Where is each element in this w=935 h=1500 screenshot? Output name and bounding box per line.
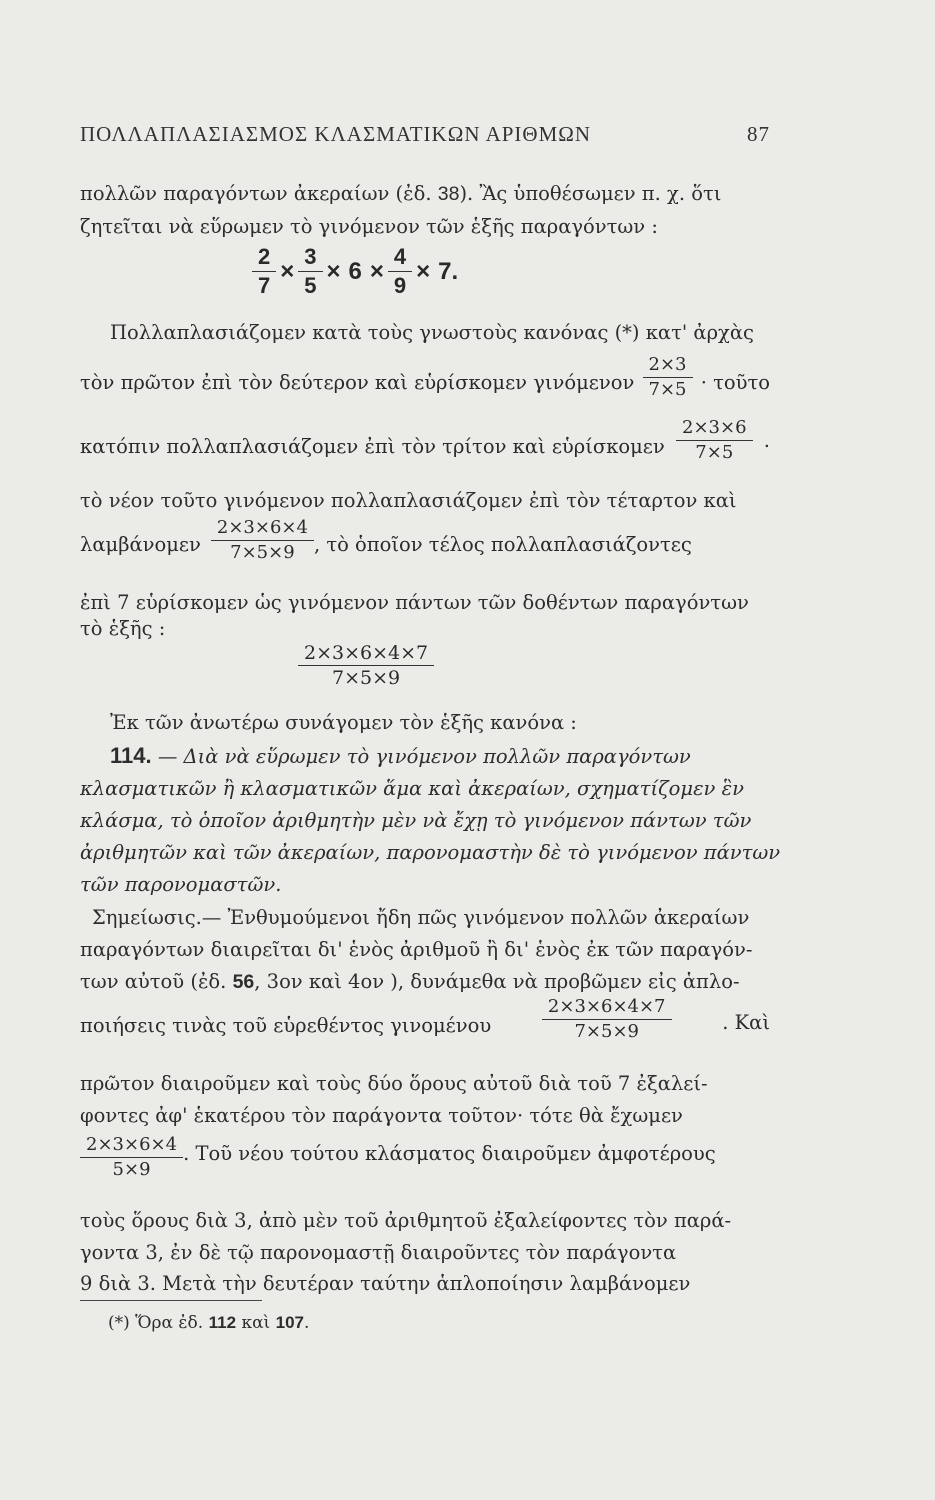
note-heading: Σημείωσις.: [92, 906, 202, 929]
text-line: γοντα 3, ἐν δὲ τῷ παρονομαστῇ διαιροῦντες τὸν παράγοντα: [80, 1241, 677, 1264]
section-number: 114.: [110, 743, 152, 768]
text-line: τὸ νέον τοῦτο γινόμενον πολλαπλασιάζομεν ἐπὶ τὸν τέταρτον καὶ: [80, 489, 737, 512]
text-line: πρῶτον διαιροῦμεν καὶ τοὺς δύο ὅρους αὐτοῦ διὰ τοῦ 7 ἐξαλεί-: [80, 1072, 708, 1095]
header-title: ΠΟΛΛΑΠΛΑΣΙΑΣΜΟΣ ΚΛΑΣΜΑΤΙΚΩΝ ΑΡΙΘΜΩΝ: [80, 122, 592, 146]
page-number: 87: [747, 122, 770, 146]
text-line: τὸν πρῶτον ἐπὶ τὸν δεύτερον καὶ εὑρίσκομεν γινόμενον $\frac{2\times 3}{7\times 5}$ · τοῦτο: [80, 354, 770, 400]
text-line: 9 διὰ 3. Μετὰ τὴν δευτέραν ταύτην ἁπλοποίησιν λαμβάνομεν: [80, 1272, 691, 1295]
section-ref: 112: [208, 1313, 237, 1332]
text-line: λαμβάνομεν $\frac{2\times 3\times 6\times 4}{7\times 5\times 9}$ , τὸ ὁποῖον τέλος πολλαπλασιάζοντες: [80, 517, 692, 563]
fraction: $\frac{2\times 3\times 6\times 4\times 7}{7\times 5\times 9}$: [542, 995, 672, 1044]
text-line: κλάσμα, τὸ ὁποῖον ἀριθμητὴν μὲν νὰ ἔχῃ τὸ γινόμενον πάντων τῶν: [80, 809, 752, 832]
fraction: $\frac{2\times 3\times 6\times 4\times 7}{7\times 5\times 9}$: [298, 641, 434, 690]
text-line: πολλῶν παραγόντων ἀκεραίων (ἐδ. 38). Ἂς ὑποθέσωμεν π. χ. ὅτι: [80, 182, 722, 205]
text-line: 114. — Διὰ νὰ εὕρωμεν τὸ γινόμενον πολλῶν παραγόντων: [110, 743, 691, 768]
text-line: παραγόντων διαιρεῖται δι' ἑνὸς ἀριθμοῦ ἢ δι' ἑνὸς ἐκ τῶν παραγόν-: [80, 938, 753, 961]
text-line: Σημείωσις.— Ἐνθυμούμενοι ἤδη πῶς γινόμενον πολλῶν ἀκεραίων: [92, 906, 750, 929]
text-line: Πολλαπλασιάζομεν κατὰ τοὺς γνωστοὺς κανόνας (*) κατ' ἀρχὰς: [110, 321, 754, 344]
section-ref: 56: [232, 971, 255, 993]
text-line: τῶν παρονομαστῶν.: [80, 873, 282, 896]
section-ref: 38: [437, 183, 460, 205]
fraction: $\frac{2\times 3\times 6\times 4}{5\times 9}$: [80, 1133, 183, 1182]
fraction: $\frac{2\times 3}{7\times 5}$: [643, 353, 693, 402]
text-line: ποιήσεις τινὰς τοῦ εὑρεθέντος γινομένου $\frac{2\times 3\times 6\times 4\times 7}{7\times 5\times 9}$ . Καὶ: [80, 996, 770, 1042]
running-header: [80, 122, 770, 147]
fraction: $\frac{2\times 3\times 6}{7\times 5}$: [676, 416, 753, 465]
text-line: ἀριθμητῶν καὶ τῶν ἀκεραίων, παρονομαστὴν δὲ τὸ γινόμενον πάντων: [80, 841, 781, 864]
display-equation: $\frac{2}{7}$ × $\frac{3}{5}$ × 6 × $\frac{4}{9}$ × 7.: [252, 243, 462, 300]
footnote-rule: [80, 1300, 262, 1301]
text-line: κλασματικῶν ἢ κλασματικῶν ἅμα καὶ ἀκεραίων, σχηματίζομεν ἓν: [80, 777, 744, 800]
text-line: $\frac{2\times 3\times 6\times 4}{5\times 9}$ . Τοῦ νέου τούτου κλάσματος διαιροῦμεν ἀμφοτέρους: [80, 1133, 770, 1182]
footnote: (*) Ὅρα ἐδ. 112 καὶ 107.: [108, 1313, 310, 1333]
fraction: $\frac{2}{7}$: [252, 243, 276, 300]
text-line: Ἐκ τῶν ἀνωτέρω συνάγομεν τὸν ἑξῆς κανόνα :: [110, 711, 577, 734]
fraction: $\frac{4}{9}$: [388, 243, 412, 300]
fraction: $\frac{3}{5}$: [298, 243, 322, 300]
text-line: ἐπὶ 7 εὑρίσκομεν ὡς γινόμενον πάντων τῶν δοθέντων παραγόντων: [80, 591, 749, 614]
text-line: τὸ ἑξῆς :: [80, 617, 166, 640]
section-ref: 107: [275, 1313, 304, 1332]
text-line: κατόπιν πολλαπλασιάζομεν ἐπὶ τὸν τρίτον καὶ εὑρίσκομεν $\frac{2\times 3\times 6}{7\times 5}$ .: [80, 417, 770, 463]
text-line: φοντες ἀφ' ἑκατέρου τὸν παράγοντα τοῦτον· τότε θὰ ἔχωμεν: [80, 1104, 683, 1127]
text-line: των αὐτοῦ (ἐδ. 56, 3ον καὶ 4ον ), δυνάμεθα νὰ προβῶμεν εἰς ἁπλο-: [80, 970, 740, 993]
fraction: $\frac{2\times 3\times 6\times 4}{7\times 5\times 9}$: [211, 516, 314, 565]
text-line: ζητεῖται νὰ εὕρωμεν τὸ γινόμενον τῶν ἑξῆς παραγόντων :: [80, 215, 658, 238]
text-line: τοὺς ὅρους διὰ 3, ἀπὸ μὲν τοῦ ἀριθμητοῦ ἐξαλείφοντες τὸν παρά-: [80, 1209, 732, 1232]
display-equation: [298, 641, 434, 690]
